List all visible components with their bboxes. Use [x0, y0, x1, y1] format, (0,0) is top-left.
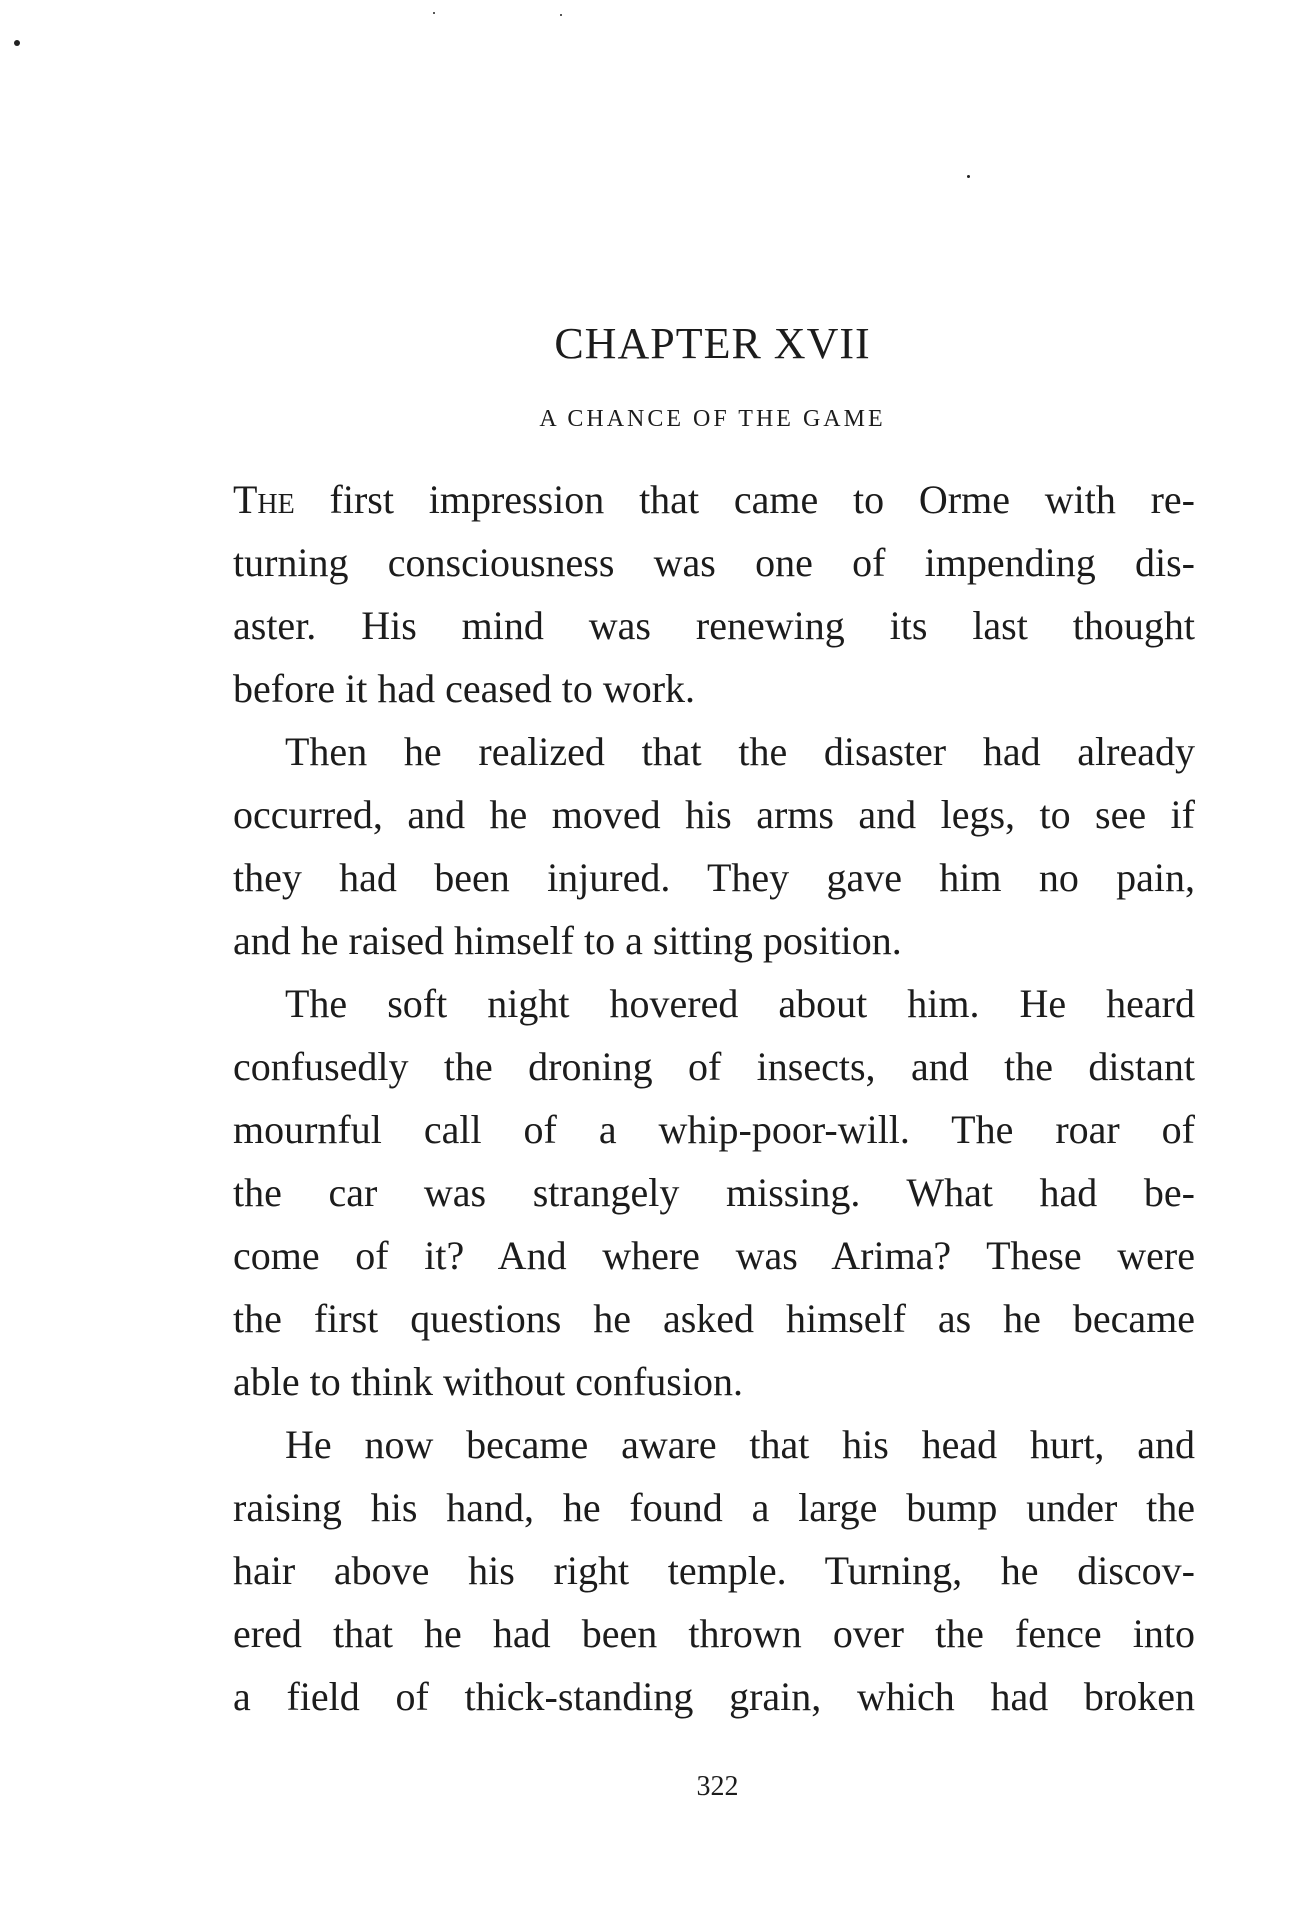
text-line: ered that he had been thrown over the fence into — [233, 1611, 1195, 1656]
paragraph — [233, 1413, 1195, 1728]
scan-speck — [14, 40, 20, 46]
scan-speck — [967, 175, 970, 178]
body-text — [233, 468, 1195, 1728]
text-line — [233, 468, 1195, 531]
text-line: raising his hand, he found a large bump under the — [233, 1485, 1195, 1530]
text-line: turning consciousness was one of impending dis- — [233, 540, 1195, 585]
paragraph — [233, 972, 1195, 1413]
text-line: able to think without confusion. — [233, 1359, 743, 1404]
text-line: the first questions he asked himself as he became — [233, 1296, 1195, 1341]
text-line: come of it? And where was Arima? These were — [233, 1233, 1195, 1278]
line-text: first impression that came to Orme with re- — [294, 477, 1195, 522]
text-line: a field of thick-standing grain, which had broken — [233, 1674, 1195, 1719]
text-line: and he raised himself to a sitting position. — [233, 918, 902, 963]
chapter-title: CHAPTER XVII — [554, 319, 871, 368]
text-line: Then he realized that the disaster had already — [285, 729, 1195, 774]
text-line: they had been injured. They gave him no pain, — [233, 855, 1195, 900]
chapter-subtitle: A CHANCE OF THE GAME — [539, 406, 886, 432]
text-line: He now became aware that his head hurt, and — [285, 1422, 1195, 1467]
scan-speck — [433, 12, 435, 14]
text-line: before it had ceased to work. — [233, 666, 696, 711]
text-line: aster. His mind was renewing its last thought — [233, 603, 1195, 648]
scan-speck — [560, 14, 562, 16]
text-line: the car was strangely missing. What had be- — [233, 1170, 1195, 1215]
text-line: mournful call of a whip-poor-will. The roar of — [233, 1107, 1195, 1152]
text-line: occurred, and he moved his arms and legs, to see if — [233, 792, 1195, 837]
text-line: The soft night hovered about him. He heard — [285, 981, 1195, 1026]
drop-lead-word: The — [233, 477, 295, 522]
text-line: hair above his right temple. Turning, he discov- — [233, 1548, 1195, 1593]
paragraph — [233, 720, 1195, 972]
paragraph — [233, 468, 1195, 720]
page-number: 322 — [696, 1771, 739, 1802]
text-line: confusedly the droning of insects, and the distant — [233, 1044, 1195, 1089]
